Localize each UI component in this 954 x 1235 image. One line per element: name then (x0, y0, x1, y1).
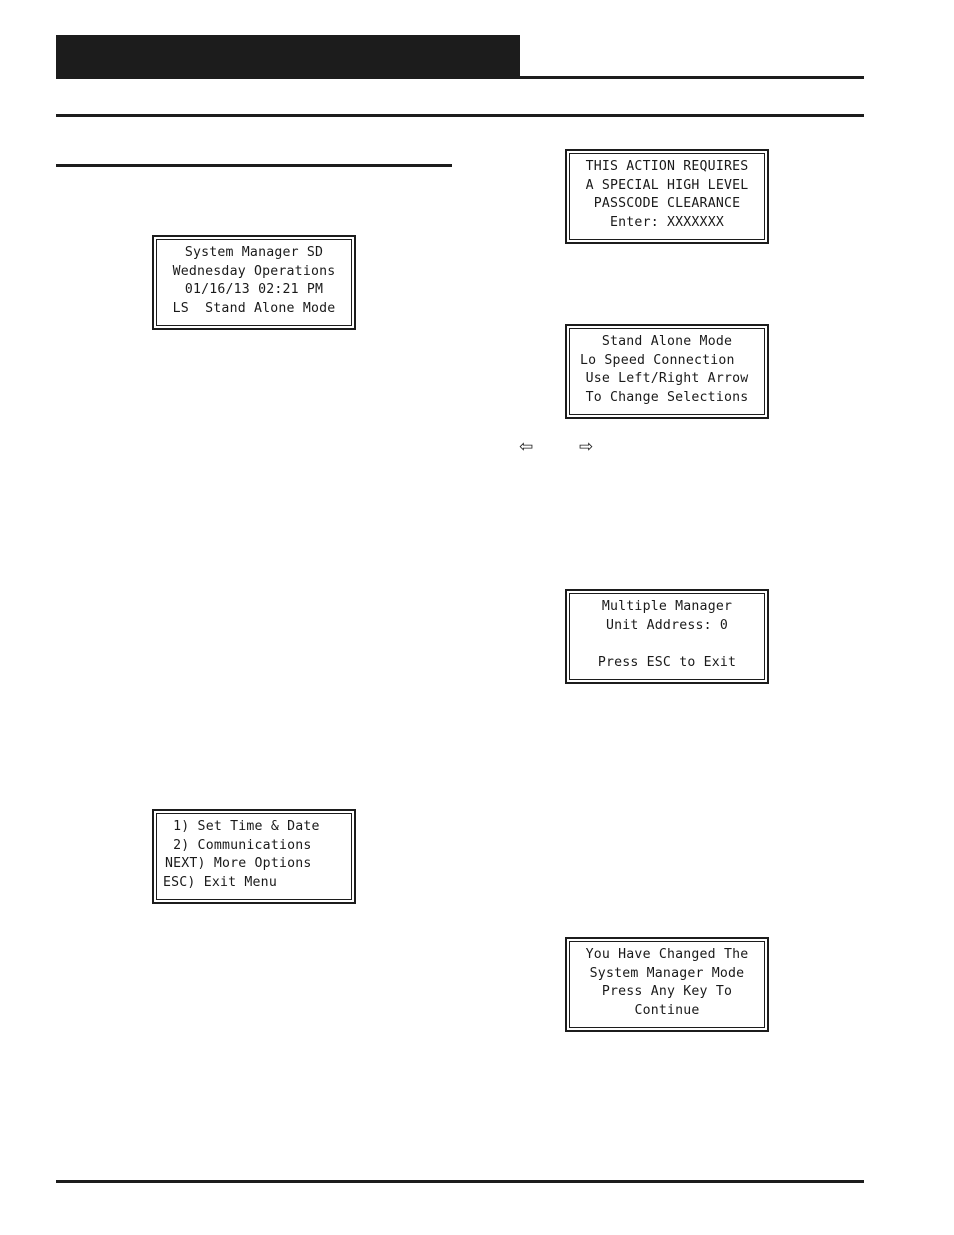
lcd-multiple-manager (565, 589, 769, 684)
lcd-line: System Manager SD (184, 245, 324, 260)
lcd-line (570, 635, 764, 654)
sub-header-rule (56, 114, 864, 117)
lcd-line: Lo Speed Connection (580, 352, 735, 368)
lcd-line: Wednesday Operations (172, 263, 336, 279)
lcd-line: NEXT) More Options (165, 856, 312, 872)
lcd-line: Enter: XXXXXXX (610, 215, 724, 231)
lcd-line: Press Any Key To (601, 984, 733, 1000)
lcd-line: Unit Address: 0 (605, 617, 729, 633)
footer-rule (56, 1180, 864, 1183)
lcd-line: PASSCODE CLEARANCE (593, 196, 741, 212)
lcd-line: Multiple Manager (601, 599, 733, 614)
lcd-menu (152, 809, 356, 904)
left-arrow-icon: ⇦ (519, 437, 534, 457)
header-rule (520, 76, 864, 79)
lcd-line: System Manager Mode (589, 965, 745, 981)
lcd-line: 01/16/13 02:21 PM (184, 282, 324, 298)
header-bar (56, 35, 520, 79)
lcd-changed-mode (565, 937, 769, 1032)
lcd-line: 2) Communications (165, 837, 312, 853)
lcd-line: A SPECIAL HIGH LEVEL (585, 177, 749, 193)
lcd-line: To Change Selections (585, 390, 749, 406)
lcd-line: Stand Alone Mode (601, 334, 733, 349)
right-arrow-icon: ⇨ (579, 437, 594, 457)
lcd-passcode (565, 149, 769, 244)
lcd-main-status (152, 235, 356, 330)
lcd-line: ESC) Exit Menu (163, 875, 277, 891)
lcd-line: Press ESC to Exit (597, 655, 737, 671)
lcd-line: You Have Changed The (585, 947, 749, 962)
lcd-line: LS Stand Alone Mode (172, 301, 336, 317)
lcd-line: THIS ACTION REQUIRES (585, 159, 749, 174)
section-heading-rule (56, 164, 452, 167)
lcd-line: 1) Set Time & Date (165, 819, 320, 834)
lcd-line: Use Left/Right Arrow (585, 371, 749, 387)
lcd-stand-alone (565, 324, 769, 419)
lcd-line: Continue (634, 1003, 700, 1019)
